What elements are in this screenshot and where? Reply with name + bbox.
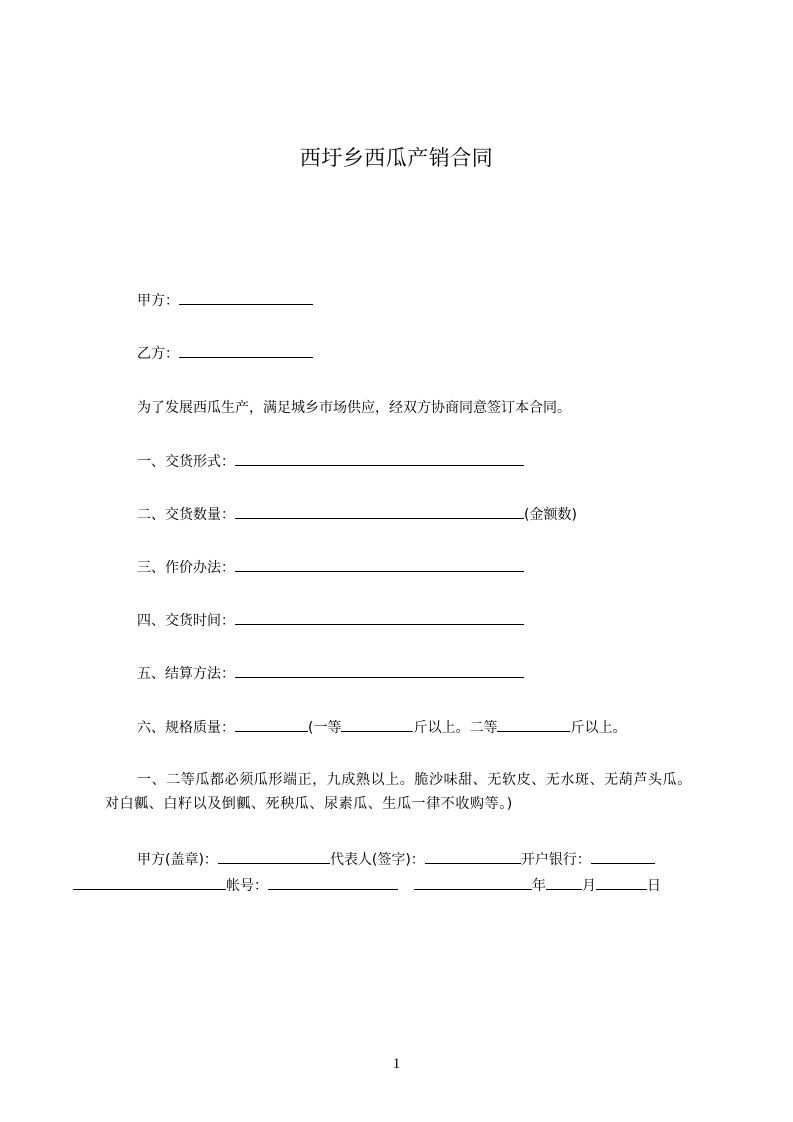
party-b-label: 乙方： (137, 346, 179, 362)
year-blank[interactable] (414, 875, 532, 890)
bank-label: 开户银行： (520, 852, 591, 868)
account-blank[interactable] (268, 875, 398, 890)
day-label: 日 (647, 878, 661, 894)
party-a-seal-label: 甲方(盖章)： (137, 852, 218, 868)
party-a-blank[interactable] (179, 290, 313, 305)
clause-pricing-method-label: 三、作价办法： (137, 560, 235, 576)
clause-delivery-quantity-label: 二、交货数量： (137, 507, 235, 523)
clause-delivery-time-label: 四、交货时间： (137, 613, 235, 629)
clause-pricing-method-blank[interactable] (235, 557, 524, 572)
bank-blank-cont[interactable] (73, 875, 226, 890)
month-label: 月 (582, 878, 596, 894)
party-a-label: 甲方： (137, 293, 179, 309)
quality-requirements: 一、二等瓜都必须瓜形端正，九成熟以上。脆沙味甜、无软皮、无水斑、无葫芦头瓜。对白瓤、白籽以及倒瓤、死秧瓜、尿素瓜、生瓜一律不收购等。) (105, 772, 692, 812)
clause-settlement-method-label: 五、结算方法： (137, 666, 235, 682)
clause-settlement-method-blank[interactable] (235, 663, 524, 678)
grade-two-blank[interactable] (497, 717, 570, 732)
party-b-blank[interactable] (179, 343, 313, 358)
account-label: 帐号： (226, 878, 268, 894)
month-blank[interactable] (546, 875, 582, 890)
clause-settlement-method (137, 663, 524, 684)
page-number: 1 (392, 1056, 401, 1072)
day-blank-cont[interactable] (639, 875, 647, 890)
intro-text: 为了发展西瓜生产，满足城乡市场供应，经双方协商同意签订本合同。 (137, 400, 571, 416)
clause-delivery-time-blank[interactable] (235, 610, 524, 625)
clause-delivery-form-blank[interactable] (235, 451, 524, 466)
clause-quality-spec-label: 六、规格质量： (137, 720, 235, 736)
representative-blank[interactable] (425, 849, 521, 864)
grade-one-label: (一等 (308, 720, 342, 736)
grade-end-label: 斤以上。 (570, 720, 627, 736)
grade-two-label: 斤以上。二等 (413, 720, 498, 736)
year-label: 年 (532, 878, 546, 894)
day-blank[interactable] (596, 875, 639, 890)
representative-label: 代表人(签字)： (329, 852, 425, 868)
clause-quality-spec (137, 717, 626, 738)
document-title: 西圩乡西瓜产销合同 (299, 146, 494, 170)
quality-spec-blank[interactable] (235, 717, 308, 732)
clause-delivery-form (137, 451, 524, 472)
signature-block (105, 847, 705, 899)
grade-one-blank[interactable] (341, 717, 413, 732)
amount-suffix: (金额数) (524, 507, 577, 523)
clause-delivery-time (137, 610, 524, 631)
party-a-seal-blank[interactable] (218, 849, 330, 864)
party-b-line (137, 343, 313, 364)
clause-delivery-quantity (137, 504, 577, 525)
clause-delivery-form-label: 一、交货形式： (137, 454, 235, 470)
clause-pricing-method (137, 557, 524, 578)
clause-delivery-quantity-blank[interactable] (235, 504, 524, 519)
party-a-line (137, 290, 313, 311)
bank-blank[interactable] (591, 849, 655, 864)
